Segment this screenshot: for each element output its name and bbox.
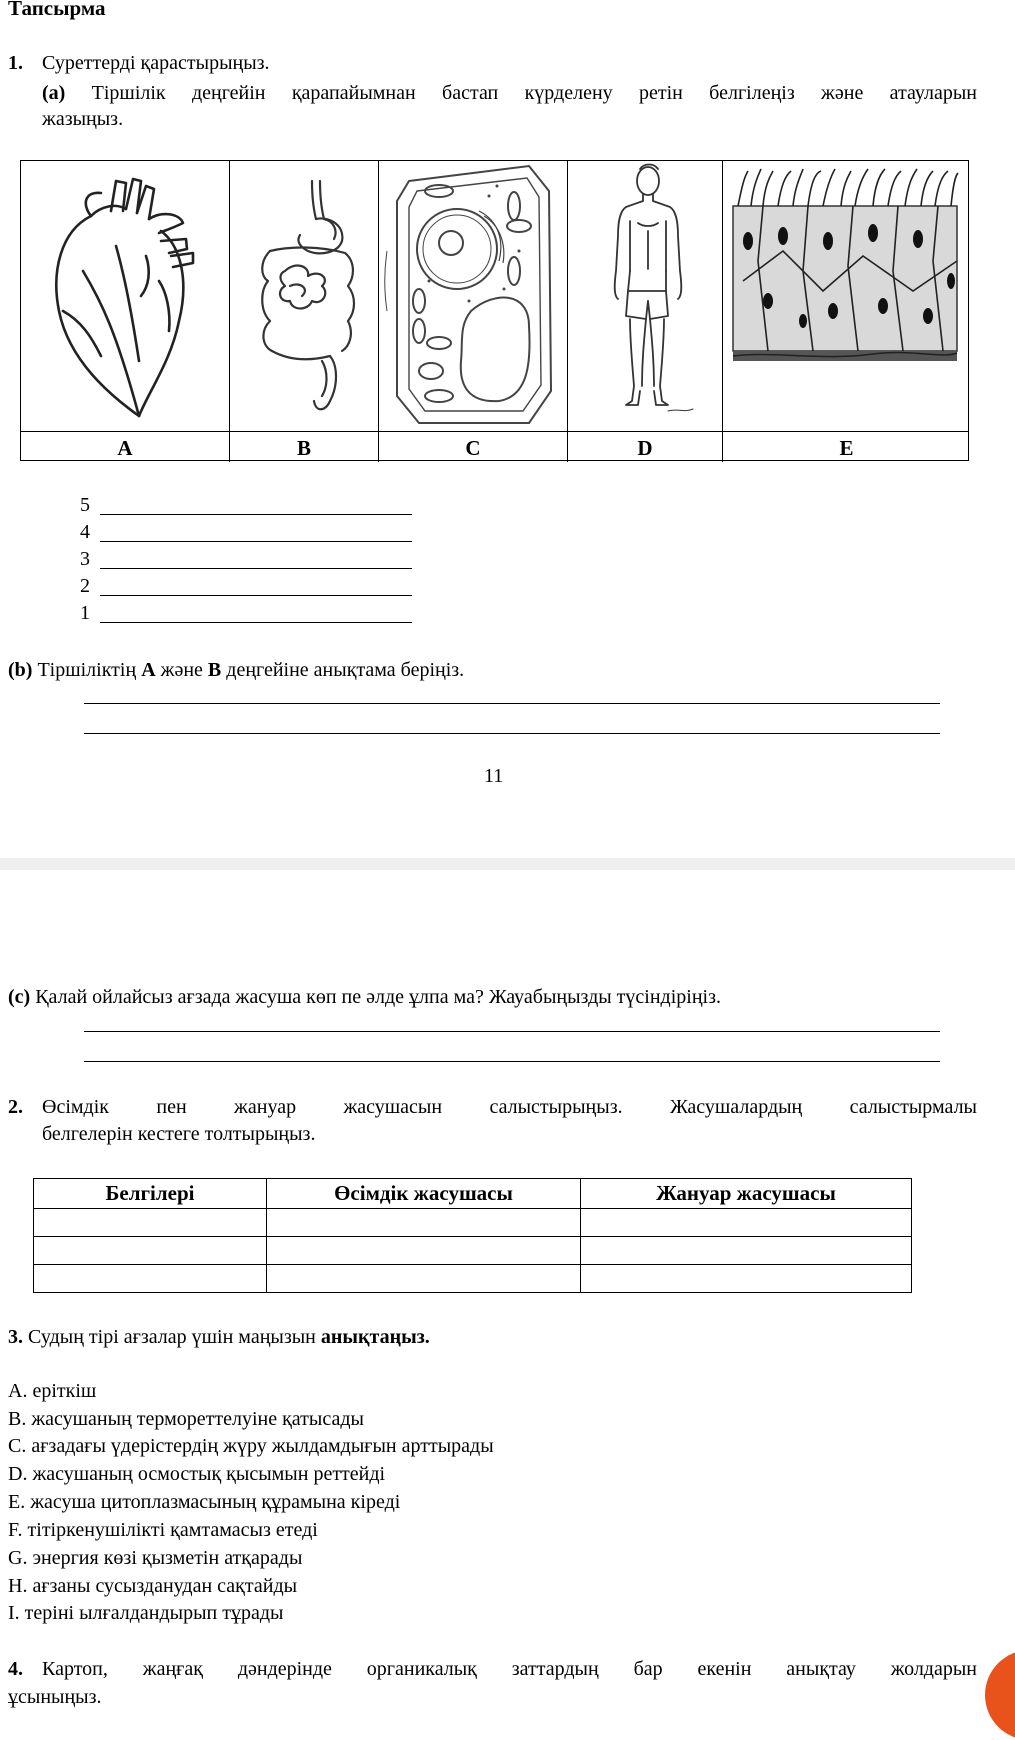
rank-number-4: 4	[80, 521, 90, 543]
figure-cell-b	[230, 161, 379, 431]
q2-line2: белгелерін кестеге толтырыңыз.	[42, 1123, 316, 1145]
q2-number: 2.	[8, 1096, 23, 1118]
q3-option-f: F. тітіркенушілікті қамтамасыз етеді	[8, 1519, 318, 1541]
page-number: 11	[484, 765, 504, 787]
q4-number: 4.	[8, 1658, 23, 1680]
q1c-question: Қалай ойлайсыз ағзада жасуша көп пе әлде ұлпа ма? Жауабыңызды түсіндіріңіз.	[35, 986, 722, 1008]
q1c-text	[8, 986, 721, 1009]
q3-option-d: D. жасушаның осмостық қысымын реттейді	[8, 1463, 386, 1485]
q1c-answer-line-2[interactable]	[84, 1061, 940, 1062]
rank-blank-3[interactable]	[100, 568, 412, 569]
rank-number-2: 2	[80, 575, 90, 597]
table-header-features: Белгілері	[34, 1179, 267, 1209]
q1b-level-a: A	[141, 659, 156, 681]
q1a-line2: жазыңыз.	[42, 108, 124, 130]
q3-option-i: I. теріні ылғалдандырып тұрады	[8, 1602, 284, 1624]
q3-text: Судың тірі ағзалар үшін маңызын	[28, 1326, 316, 1348]
corner-badge[interactable]	[985, 1650, 1015, 1740]
figure-cell-d	[568, 161, 723, 431]
heart-drawing-icon	[21, 161, 230, 431]
q1b-label: (b)	[8, 659, 33, 681]
q1b-level-b: B	[207, 659, 222, 681]
q1b-part1: Тіршіліктің	[37, 659, 137, 681]
comparison-table	[33, 1178, 912, 1293]
q3-text-bold: анықтаңыз.	[320, 1326, 430, 1348]
q1c-answer-line-1[interactable]	[84, 1031, 940, 1032]
q1a-label: (a)	[42, 82, 66, 104]
comparison-table-header	[34, 1179, 912, 1209]
q1-number: 1.	[8, 52, 23, 74]
table-header-plant-cell: Өсімдік жасушасы	[267, 1179, 581, 1209]
table-cell[interactable]	[267, 1265, 581, 1293]
q1a-text: Тіршілік деңгейін қарапайымнан бастап күрделену ретін белгілеңіз және атауларын	[91, 82, 977, 104]
figure-label-d: D	[568, 432, 723, 462]
q1b-answer-line-2[interactable]	[84, 733, 940, 734]
rank-blank-5[interactable]	[100, 514, 412, 515]
rank-number-5: 5	[80, 494, 90, 516]
table-cell[interactable]	[34, 1237, 267, 1265]
q1b-part2: деңгейіне анықтама беріңіз.	[226, 659, 465, 681]
q1b-answer-line-1[interactable]	[84, 703, 940, 704]
figure-label-b: B	[230, 432, 379, 462]
table-row	[34, 1209, 912, 1237]
table-row	[34, 1237, 912, 1265]
table-cell[interactable]	[34, 1265, 267, 1293]
figure-cell-a	[21, 161, 230, 431]
rank-number-1: 1	[80, 602, 90, 624]
table-cell[interactable]	[581, 1209, 912, 1237]
q3-question	[8, 1326, 430, 1349]
q3-option-g: G. энергия көзі қызметін атқарады	[8, 1547, 303, 1569]
table-cell[interactable]	[581, 1237, 912, 1265]
q3-option-h: H. ағзаны сусызданудан сақтайды	[8, 1575, 298, 1597]
table-cell[interactable]	[581, 1265, 912, 1293]
q1c-label: (c)	[8, 986, 31, 1008]
figure-label-a: A	[21, 432, 230, 462]
q3-option-e: E. жасуша цитоплазмасының құрамына кіреді	[8, 1491, 401, 1513]
digestive-system-drawing-icon	[230, 161, 379, 431]
q3-option-a: A. еріткіш	[8, 1380, 97, 1402]
page-heading: Тапсырма	[8, 0, 106, 20]
q4-line2: ұсыныңыз.	[8, 1686, 102, 1708]
table-row	[34, 1265, 912, 1293]
page-break	[0, 858, 1015, 870]
human-body-drawing-icon	[568, 161, 723, 431]
rank-blank-4[interactable]	[100, 541, 412, 542]
figure-cell-c	[379, 161, 568, 431]
rank-blank-2[interactable]	[100, 595, 412, 596]
rank-number-3: 3	[80, 548, 90, 570]
q3-option-c: C. ағзадағы үдерістердің жүру жылдамдығын арттырады	[8, 1435, 494, 1457]
q3-number: 3.	[8, 1326, 23, 1348]
q2-line1: Өсімдік пен жануар жасушасын салыстырыңыз. Жасушалардың салыстырмалы	[42, 1096, 977, 1118]
q1-text: Суреттерді қарастырыңыз.	[42, 52, 270, 74]
table-cell[interactable]	[267, 1237, 581, 1265]
q1b-and: және	[160, 659, 203, 681]
figure-cell-e	[723, 161, 970, 431]
table-cell[interactable]	[267, 1209, 581, 1237]
figure-label-e: E	[839, 436, 854, 460]
q3-option-b: B. жасушаның термореттелуіне қатысады	[8, 1408, 364, 1430]
figure-table	[20, 160, 969, 461]
figure-label-c: C	[379, 432, 568, 462]
q4-line1: Картоп, жаңғақ дәндерінде органикалық заттардың бар екенін анықтау жолдарын	[42, 1658, 977, 1680]
q1b-text	[8, 659, 464, 682]
rank-blank-1[interactable]	[100, 622, 412, 623]
q1a-line1	[42, 82, 977, 105]
table-header-animal-cell: Жануар жасушасы	[581, 1179, 912, 1209]
table-cell[interactable]	[34, 1209, 267, 1237]
plant-cell-drawing-icon	[379, 161, 568, 431]
figure-label-row	[21, 431, 968, 462]
epithelial-tissue-drawing-icon	[723, 161, 970, 431]
